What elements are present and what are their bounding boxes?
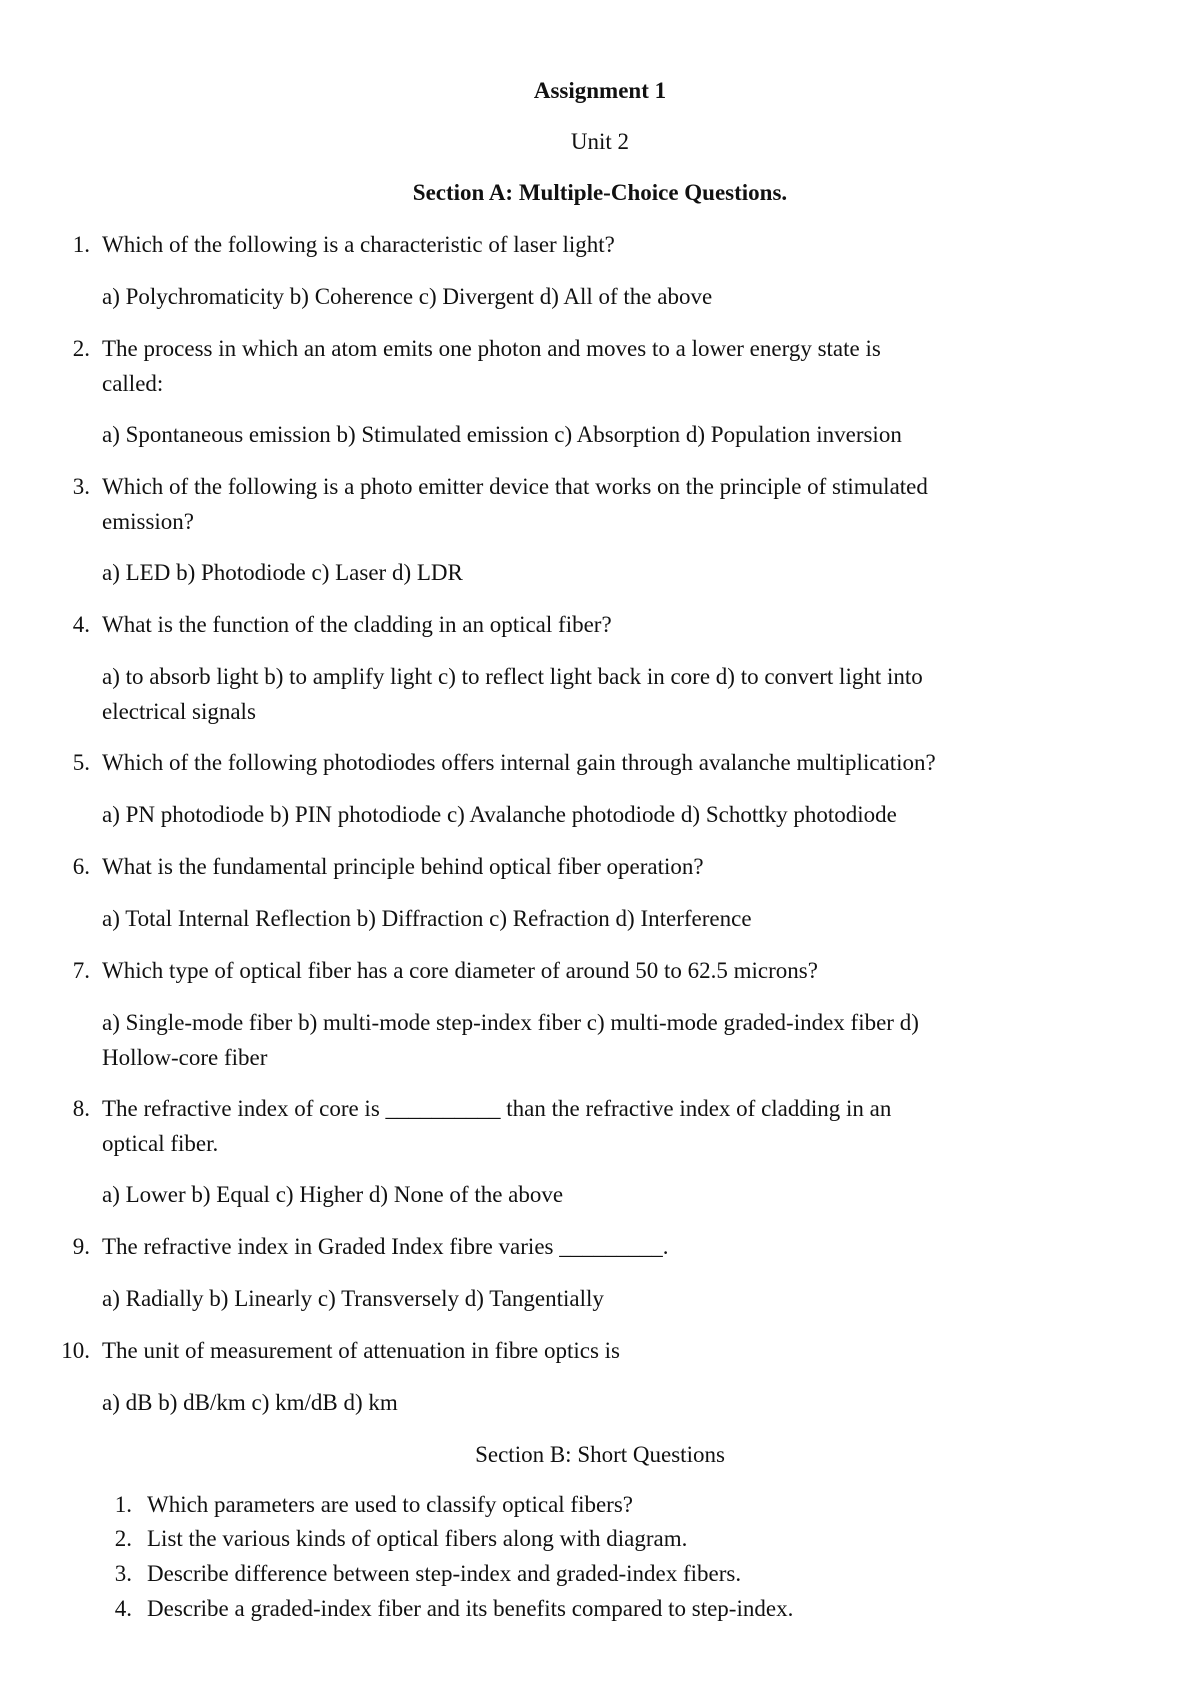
section-b-title: Section B: Short Questions [475,1442,725,1467]
assignment-title: Assignment 1 [533,78,667,103]
question-4-options: a) to absorb light b) to amplify light c) to reflect light back in core d) to convert light into [102,664,923,689]
question-5-text: Which of the following photodiodes offers internal gain through avalanche multiplication? [102,750,936,775]
question-4-text: What is the function of the cladding in an optical fiber? [102,612,612,637]
question-10-text: The unit of measurement of attenuation in fibre optics is [102,1338,620,1363]
question-2-text: The process in which an atom emits one photon and moves to a lower energy state is [102,336,881,361]
question-10-number: 10. [61,1338,90,1363]
question-9-text: The refractive index in Graded Index fibre varies _________. [102,1234,669,1259]
question-8-number: 8. [72,1096,90,1121]
question-2-options: a) Spontaneous emission b) Stimulated emission c) Absorption d) Population inversion [102,422,902,447]
question-6-number: 6. [72,854,90,879]
question-3-options: a) LED b) Photodiode c) Laser d) LDR [102,560,463,585]
section-a-title: Section A: Multiple-Choice Questions. [412,180,788,205]
question-9-options: a) Radially b) Linearly c) Transversely d) Tangentially [102,1286,604,1311]
question-5-number: 5. [72,750,90,775]
question-1-options: a) Polychromaticity b) Coherence c) Divergent d) All of the above [102,284,713,309]
short-question-1-text: Which parameters are used to classify optical fibers? [147,1492,633,1517]
short-question-3-number: 3. [114,1561,132,1586]
question-10-options: a) dB b) dB/km c) km/dB d) km [102,1390,398,1415]
question-6-text: What is the fundamental principle behind optical fiber operation? [102,854,704,879]
question-8-options: a) Lower b) Equal c) Higher d) None of the above [102,1182,564,1207]
question-7-number: 7. [72,958,90,983]
short-question-3-text: Describe difference between step-index and graded-index fibers. [147,1561,742,1586]
question-8-text: The refractive index of core is __________ than the refractive index of cladding in an [102,1096,892,1121]
question-3-text: Which of the following is a photo emitter device that works on the principle of stimulated [102,474,928,499]
question-7-options: a) Single-mode fiber b) multi-mode step-index fiber c) multi-mode graded-index fiber d) [102,1010,919,1035]
question-1-number: 1. [72,232,90,257]
short-question-4-number: 4. [114,1596,132,1621]
question-4-number: 4. [72,612,90,637]
short-question-1-number: 1. [114,1492,132,1517]
question-7-options-cont: Hollow-core fiber [102,1045,268,1070]
question-6-options: a) Total Internal Reflection b) Diffraction c) Refraction d) Interference [102,906,752,931]
question-2-text-cont: called: [102,371,164,396]
question-2-number: 2. [72,336,90,361]
unit-label: Unit 2 [570,129,630,154]
short-question-2-text: List the various kinds of optical fibers along with diagram. [147,1526,688,1551]
question-3-number: 3. [72,474,90,499]
question-8-text-cont: optical fiber. [102,1131,219,1156]
question-4-options-cont: electrical signals [102,699,256,724]
question-1-text: Which of the following is a characteristic of laser light? [102,232,615,257]
question-5-options: a) PN photodiode b) PIN photodiode c) Avalanche photodiode d) Schottky photodiode [102,802,897,827]
question-3-text-cont: emission? [102,509,194,534]
short-question-4-text: Describe a graded-index fiber and its benefits compared to step-index. [147,1596,794,1621]
question-7-text: Which type of optical fiber has a core diameter of around 50 to 62.5 microns? [102,958,818,983]
question-9-number: 9. [72,1234,90,1259]
short-question-2-number: 2. [114,1526,132,1551]
